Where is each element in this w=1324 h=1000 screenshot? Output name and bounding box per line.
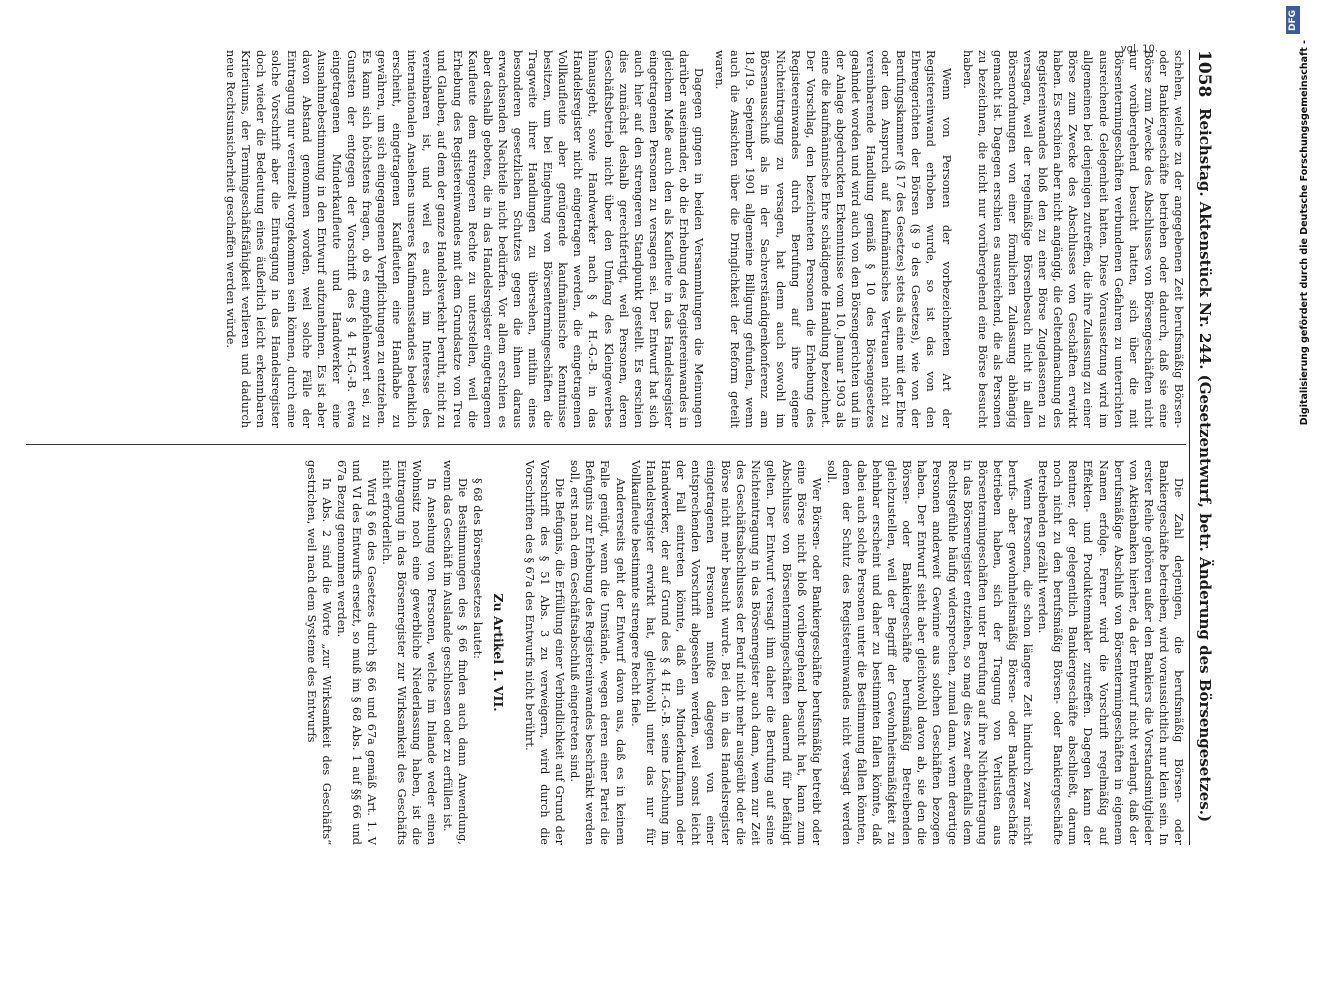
running-title: Reichstag. Aktenstück Nr. 244. (Gesetzentwurf, betr. Änderung des Börsengesetzes.) xyxy=(1196,108,1214,823)
column-divider xyxy=(26,444,1186,445)
digitization-credit: Digitalisierung gefördert durch die Deutsche Forschungsgemeinschaft - xyxy=(1299,40,1310,426)
quoted-paragraph: Die Bestimmungen des § 66 finden auch dann Anwendung, wenn das Geschäft im Auslande geschlossen oder zu erfüllen ist. xyxy=(440,460,469,845)
paragraph: Dagegen gingen in beiden Versammlungen die Meinungen darüber auseinander, ob die Erhebung des Registereinwandes in gleichem Maße auch den als Kaufleute in das Handelsregister eingetragenen Personen zu versagen sei. Der Entwurf hat sich auch hier auf den strengeren Standpunkt gestellt. Es erschien dies zunächst deshalb gerechtfertigt, weil Personen, deren Geschäftsbetrieb nicht über den Umfang des Kleingewerbes hinausgeht, sowie Handwerker nach § 4 H.-G.-B. in das Handelsregister nicht eingetragen werden, die eingetragenen Vollkaufleute aber genügende kaufmännische Kenntnisse besitzen, um bei Eingehung von Börsentermingeschäften die Tragweite ihrer Handlungen zu übersehen, mithin eines besonderen gesetzlichen Schutzes gegen die ihnen daraus erwachsenden Nachteile nicht bedürfen. Vor allem erschien es aber deshalb geboten, die in das Handelsregister eingetragenen Kaufleute dem strengeren Rechte zu unterstellen, weil die Erhebung des Registereinwandes mit dem Grundsatze von Treu und Glauben, auf dem der ganze Handelsverkehr beruht, nicht zu vereinbaren ist, und weil es auch im Interesse des internationalen Ansehens unseres Kaufmannsstandes bedenklich erscheint, eingetragenen Kaufleuten eine Handhabe zu gewähren, um sich eingegangenen Verpflichtungen zu entziehen. Es kann sich höchstens fragen, ob es empfehlenswert sei, zu Gunsten der entgegen der Vorschrift des § 4 H.-G.-B. etwa eingetragenen Minderkaufleute und Handwerker eine Ausnahmebestimmung in den Entwurf aufzunehmen. Es ist aber davon Abstand genommen worden, weil solche Fälle der Eintragung nur vereinzelt vorgekommen sein können, durch eine solche Vorschrift aber die Eintragung in das Handelsregister doch wieder die Bedeutung eines äußerlich leicht erkennbaren Kriteriums, der Termingeschäftsfähigkeit verlieren und dadurch neue Rechtsunsicherheit geschaffen werden würde. xyxy=(224,50,706,428)
paragraph: Wenn von Personen der vorbezeichneten Art der Registereinwand erhoben wurde, so ist das von den Ehrengerichten der Börsen (§ 9 des Gesetzes), wie von der Berufungskammer (§ 17 des Gesetzes) stets als eine mit der Ehre oder dem Anspruch auf kaufmännisches Vertrauen nicht zu vereinbarende Handlung gemäß § 10 des Börsengesetzes geahndet worden und wird auch von den Börsengerichten und in der Anlage abgedruckten Erkenntnisse vom 10. Januar 1903 als eine die kaufmännische Ehre schädigende Handlung bezeichnet. Der Vorschlag, den bezeichneten Personen die Erhebung des Registereinwandes durch Berufung auf ihre eigene Nichteintragung zu versagen, hat denn auch sowohl im Börsenausschuß als in der Sachverständigenkonferenz am 18./19. September 1901 allgemeine Billigung gefunden, wenn auch die Ansichten über die Dringlichkeit der Reform geteilt waren. xyxy=(713,50,953,428)
paragraph: Die Befugnis, die Erfüllung einer Verbindlichkeit auf Grund der Vorschrift des § 51 Abs. 3 zu verweigern, wird durch die Vorschriften des § 67a des Entwurfs nicht berührt. xyxy=(522,460,567,845)
left-column xyxy=(26,50,1186,428)
article-heading: Zu Artikel 1. VII. xyxy=(490,593,506,712)
page-header xyxy=(1192,50,1218,845)
paragraph: § 68 des Börsengesetzes lautet: xyxy=(470,478,484,659)
quoted-paragraph: In Ansehung von Personen, welche im Inlande weder einen Wohnsitz noch eine gewerbliche Niederlassung haben, ist die Eintragung in das Börsenregister zur Wirksamkeit des Geschäfts nicht erforderlich. xyxy=(380,460,439,845)
page-number: 1058 xyxy=(1194,50,1214,98)
dfg-logo: DFG xyxy=(1286,6,1300,34)
paragraph: schehen, welche zu der angegebenen Zeit berufsmäßig Börsen- oder Bankiergeschäfte betrieben oder dadurch, daß sie eine Börse zum Zwecke des Abschlusses von Börsengeschäften nicht nur vorübergehend besucht hatten, sich über die mit Börsentermingeschäften verbundenen Gefahren zu unterrichten ausreichende Gelegenheit hatten. Diese Voraussetzung wird im allgemeinen bei denjenigen zutreffen, die ihre Zulassung zu einer Börse zum Zwecke des Abschlusses von Geschäften erwirkt haben. Es erschien aber nicht angängig, die Geltendmachung des Registereinwandes bloß den zu einer Börse Zugelassenen zu versagen, weil der regelmäßige Börsenbesuch nicht in allen Börsenordnungen von einer förmlichen Zulassung abhängig gemacht ist. Dagegen erschien es ausreichend, die als Personen zu bezeichnen, die nicht nur vorübergehend eine Börse besucht haben. xyxy=(960,50,1185,428)
header-rule xyxy=(1189,50,1190,845)
scanned-page xyxy=(20,43,1218,845)
paragraph: Wenn Personen, die schon längere Zeit hindurch zwar nicht berufs- aber gewohnheitsmäßig Börsen- oder Bankiergeschäfte betrieben haben, sich der Tragung von Verlusten aus Börsentermingeschäften unter Berufung auf ihre Nichteintragung in das Börsenregister entziehen, so mag dies zwar ebenfalls dem Rechtsgefühle häufig widersprechen, zumal dann, wenn derartige Personen anderweit Gewinne aus solchen Geschäften bezogen haben. Der Entwurf sieht aber gleichwohl davon ab, sie den die Börsen- oder Bankiergeschäfte berufsmäßig Betreibenden gleichzustellen, weil der Begriff der Gewohnheitsmäßigkeit zu behnbar erscheint und daher zu bestimmten fallen könnte, daß dabei auch solche Personen unter die Bestimmung fallen könnten, denen der Schutz des Registereinwandes nicht versagt werden soll. xyxy=(824,460,1035,845)
paragraph: Die Zahl derjenigen, die berufsmäßig Börsen- oder Bankiergeschäfte betreiben, wird voraussichtlich nur klein sein. In erster Reihe gehören außer den Bankiers die Vorstandsmitglieder von Aktienbanken hierher, da der Entwurf nicht verlangt, daß der berufsmäßige Abschluß von Börsentermingeschäften in eigenem Namen erfolge. Ferner wird die Vorschrift regelmäßig auf Effekten- und Produktenmakler zutreffen. Dagegen kann der Rentner, der gelegentlich Bankiergeschäfte abschließt, darum noch nicht zu den berufsmäßig Börsen- oder Bankiergeschäfte Betreibenden gezählt werden. xyxy=(1036,460,1185,845)
paragraph: In Abs. 2 sind die Worte „zur Wirksamkeit des Geschäfts“ gestrichen, weil nach dem Systeme des Entwurfs xyxy=(304,460,333,845)
paragraph: Wird § 66 des Gesetzes durch §§ 66 und 67a gemäß Art. 1. V und VI des Entwurfs ersetzt, so muß im § 68 Abs. 1 auf §§ 66 und 67a Bezug genommen werden. xyxy=(334,460,379,845)
paragraph: Andererseits geht der Entwurf davon aus, daß es in keinem Falle genügt, wenn die Umstände, wegen deren einer Partei die Befugnis zur Erhebung des Registereinwandes beschränkt werden soll, erst nach dem Geschäftsabschluß eingetreten sind. xyxy=(568,460,627,845)
paragraph: Wer Börsen- oder Bankiergeschäfte berufsmäßig betreibt oder eine Börse nicht bloß vorübergehend besucht hat, kann zum Abschlusse von Börsentermingeschäften dauernd für befähigt gelten. Der Entwurf versagt ihm daher die Berufung auf seine Nichteintragung in das Börsenregister auch dann, wenn zur Zeit des Geschäftsabschlusses der Beruf nicht mehr ausgeübt oder die Börse nicht mehr besucht wurde. Bei den in das Handelsregister eingetragenen Personen mußte dagegen von einer entsprechenden Vorschrift abgesehen werden, weil sonst leicht der Fall eintreten könnte, daß ein Minderkaufmann oder Handwerker, der auf Grund des § 4 H.-G.-B. seine Löschung im Handelsregister erwirkt hat, gleichwohl unter das nur für Vollkaufleute bestimmte strengere Recht fiele. xyxy=(628,460,823,845)
margin-note: vgl. 10. xyxy=(1120,43,1158,55)
right-column xyxy=(26,460,1186,845)
